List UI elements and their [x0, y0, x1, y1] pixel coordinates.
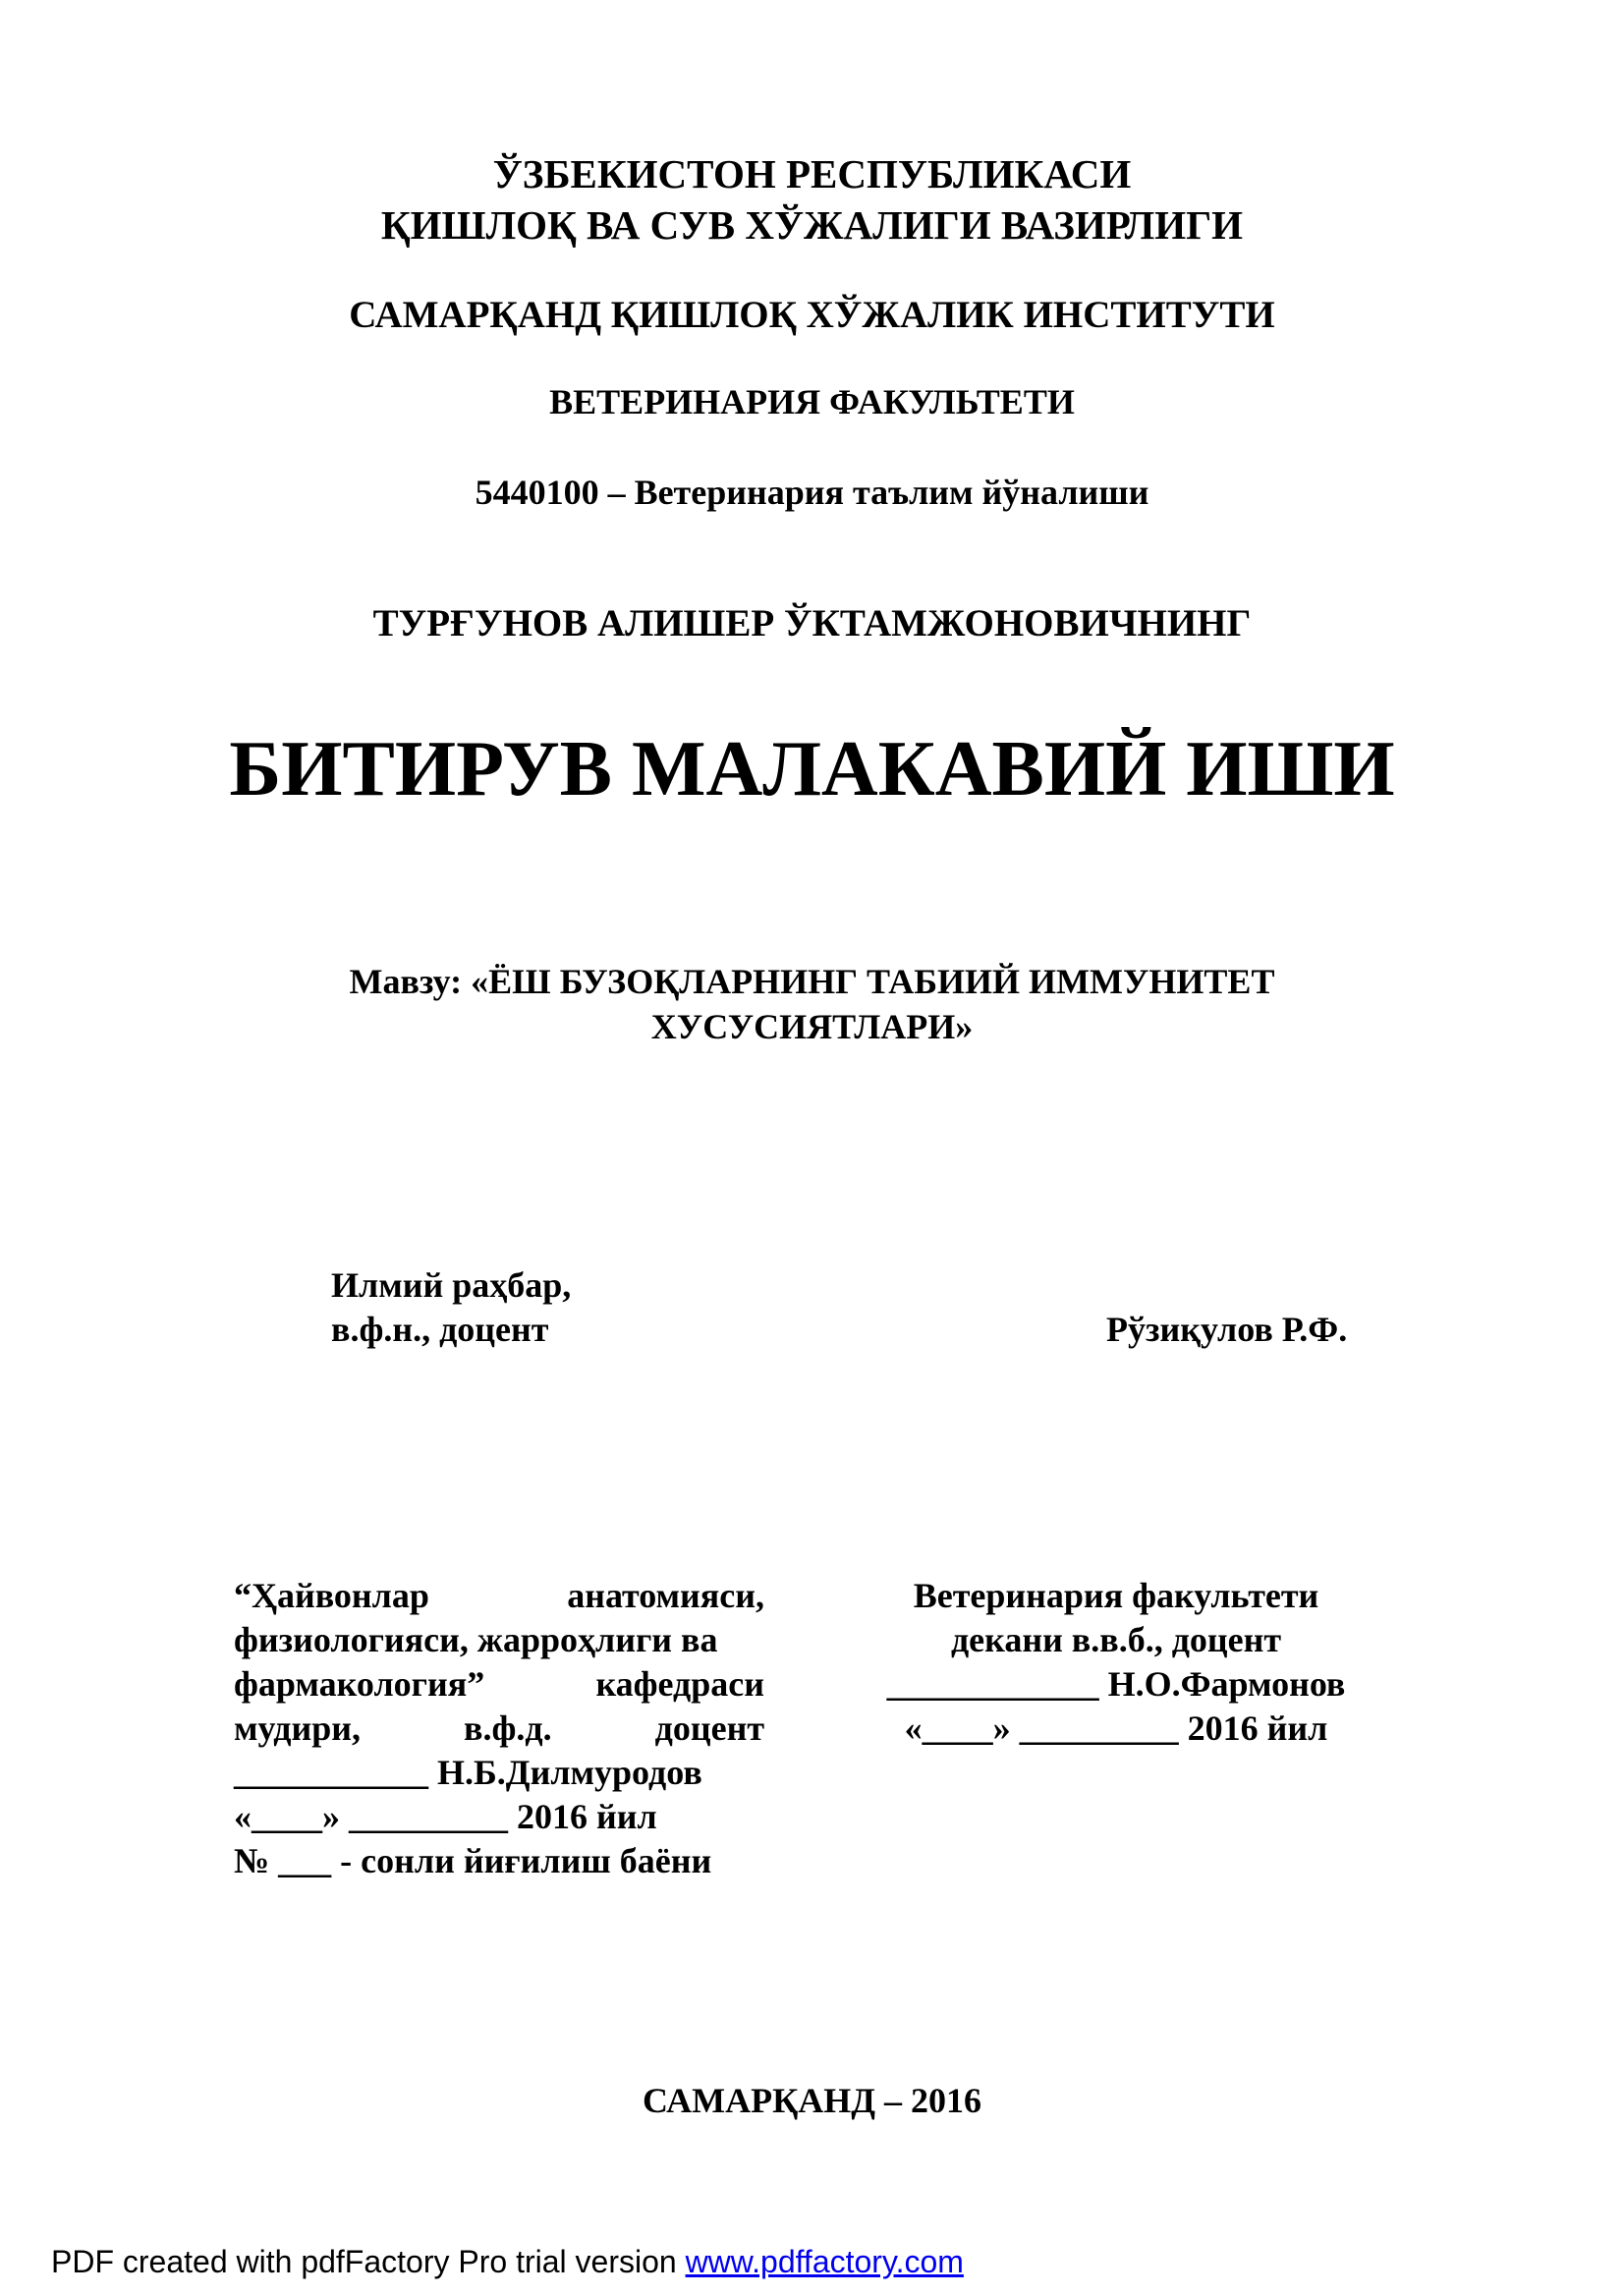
footer-link[interactable]: www.pdffactory.com [685, 2244, 964, 2279]
dean-signature: ____________ Н.О.Фармонов [886, 1664, 1346, 1704]
ministry-line-2: ҚИШЛОҚ ВА СУВ ХЎЖАЛИГИ ВАЗИРЛИГИ [380, 202, 1244, 248]
department-date: «____» _________ 2016 йил [234, 1797, 657, 1836]
supervisor-role: Илмий раҳбар, [331, 1265, 572, 1305]
meeting-protocol: № ___ - сонли йиғилиш баёни [234, 1841, 712, 1880]
department-line-3a: фармакология” [234, 1664, 485, 1704]
supervisor-name: Рўзиқулов Р.Ф. [1106, 1310, 1348, 1349]
faculty-name: ВЕТЕРИНАРИЯ ФАКУЛЬТЕТИ [549, 382, 1075, 421]
department-line-4c: доцент [654, 1708, 764, 1748]
institute-name: САМАРҚАНД ҚИШЛОҚ ХЎЖАЛИК ИНСТИТУТИ [349, 294, 1275, 336]
dean-date: «____» _________ 2016 йил [904, 1708, 1328, 1748]
document-title: БИТИРУВ МАЛАКАВИЙ ИШИ [229, 726, 1395, 812]
pdf-footer [51, 2244, 964, 2280]
department-line-4a: мудири, [234, 1708, 361, 1748]
dean-approval [851, 1574, 1381, 1751]
dean-line-1: Ветеринария факультети [913, 1576, 1319, 1615]
department-line-3b: кафедраси [595, 1664, 764, 1704]
department-line-3 [234, 1662, 764, 1707]
department-line-4 [234, 1707, 764, 1751]
supervisor-degree: в.ф.н., доцент [331, 1310, 549, 1349]
city-year: САМАРҚАНД – 2016 [642, 2081, 982, 2120]
footer-text: PDF created with pdfFactory Pro trial version [51, 2244, 686, 2279]
department-line-4b: в.ф.д. [464, 1708, 552, 1748]
education-direction: 5440100 – Ветеринария таълим йўналиши [475, 473, 1149, 512]
author-name: ТУРҒУНОВ АЛИШЕР ЎКТАМЖОНОВИЧНИНГ [372, 602, 1252, 644]
department-approval [234, 1574, 764, 1883]
topic-line-2: ХУСУСИЯТЛАРИ» [650, 1007, 974, 1046]
department-line-1a: “Ҳайвонлар [234, 1576, 429, 1615]
department-head-signature: ___________ Н.Б.Дилмуродов [234, 1753, 702, 1792]
department-line-1b: анатомияси, [567, 1576, 764, 1615]
department-line-2: физиологияси, жарроҳлиги ва [234, 1620, 718, 1659]
ministry-line-1: ЎЗБЕКИСТОН РЕСПУБЛИКАСИ [492, 151, 1132, 196]
department-line-1 [234, 1574, 764, 1618]
dean-line-2: декани в.в.б., доцент [950, 1620, 1282, 1659]
topic-line-1: Мавзу: «ЁШ БУЗОҚЛАРНИНГ ТАБИИЙ ИММУНИТЕТ [349, 962, 1275, 1001]
